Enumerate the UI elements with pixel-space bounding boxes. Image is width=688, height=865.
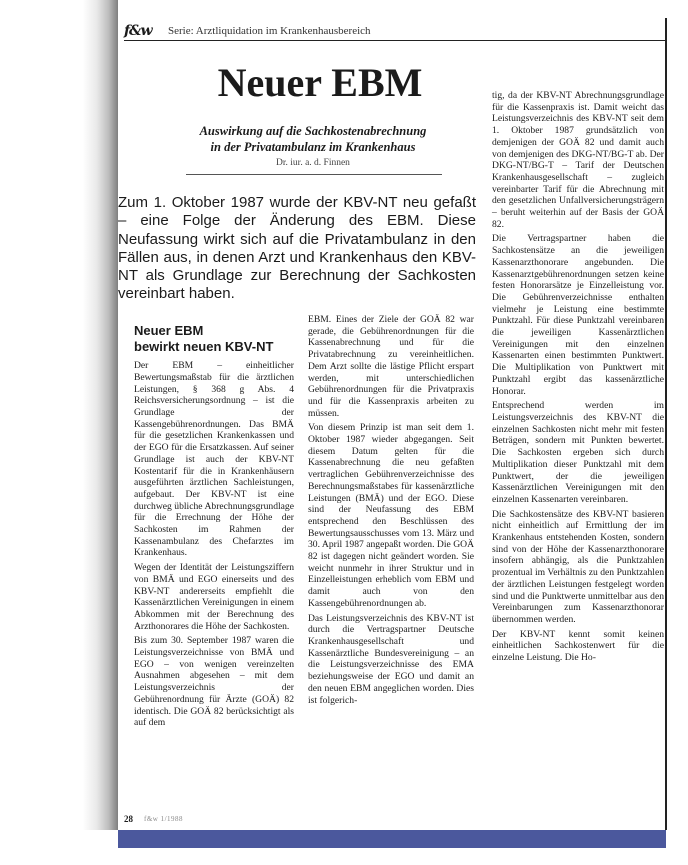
body-paragraph: Die Sachkostensätze des KBV-NT basieren nicht einheitlich auf Ermittlung der im Krankenhaus entstehenden Kosten, sondern sind von der Höhe der Kassenarzthonorare insofern abhängig, als die Punktzahlen prozentual im Verhältnis zu den Punktzahlen der ärztlichen Leistungen festgelegt worden sind und die Punktwerte unmittelbar aus den Vereinbarungen zum Kassenarzthonorar übernommen werden. [492, 508, 664, 625]
body-paragraph: Der EBM – einheitlicher Bewertungsmaßstab für die ärztlichen Leistungen, § 368 g Abs. 4 Reichsversicherungsordnung – ist die Grundlage der Kassengebührenordnungen. Das BMÄ für die gesetzlichen Krankenkassen und der EGO für die Ersatzkassen. Auf seiner Grundlage ist auch der KBV-NT Kostentarif für die in Krankenhäusern ausgeführten ärztlichen Sachleistungen, aufgebaut. Der KBV-NT ist eine durchweg übliche Abrechnungsgrundlage für die Errechnung der Höhe der Sachkosten im Rahmen der Kassenambulanz des Chefarztes im Krankenhaus. [134, 360, 294, 559]
text-column-right [492, 90, 664, 667]
document-page [118, 18, 666, 830]
section-heading [134, 323, 294, 354]
body-paragraph: Bis zum 30. September 1987 waren die Leistungsverzeichnisse von BMÄ und EGO – von wenigen vereinzelten Ausnahmen abgesehen – mit dem Leistungsverzeichnis der Gebührenordnung für Ärzte (GOÄ) 82 identisch. Die GOÄ 82 berücksichtigt als auf dem [134, 635, 294, 729]
article-subtitle [148, 124, 478, 155]
body-paragraph: EBM. Eines der Ziele der GOÄ 82 war gerade, die Gebührenordnungen für die Kassenabrechnung und für die Privatabrechnung zu vereinheitlichen. Dem Arzt sollte die lästige Pflicht erspart werden, mit unterschiedlichen Gebührenordnungen für die Privatpraxis und für die Kassenpraxis arbeiten zu müssen. [308, 314, 474, 419]
running-head [124, 22, 644, 40]
footer-journal-line: f&w 1/1988 [144, 815, 184, 823]
section-heading-line: Neuer EBM [134, 323, 204, 338]
subtitle-line: in der Privatambulanz im Krankenhaus [210, 139, 416, 154]
scan-bottom-band [118, 830, 666, 848]
header-rule [124, 40, 666, 41]
body-paragraph: Von diesem Prinzip ist man seit dem 1. Oktober 1987 wieder abgegangen. Seit diesem Datum gelten für die Kassenabrechnung die neu gefaßten vertraglichen Gebührenverzeichnisse des Berechnungsmaßstabes für kassenärztliche Leistungen (BMÄ) und der EGO. Diese sind der Neufassung des EBM entsprechend den Beschlüssen des Bewertungsausschusses vom 13. März und 30. April 1987 angepaßt worden. Die GOÄ 82 ist dagegen nicht geändert worden. Sie weicht nunmehr in ihrer Struktur und in Einzelleistungen erheblich vom EBM und damit auch von den Kassengebührenordnungen ab. [308, 422, 474, 609]
section-heading-line: bewirkt neuen KBV-NT [134, 338, 274, 354]
journal-logo: f&w [124, 23, 152, 39]
body-paragraph: tig, da der KBV-NT Abrechnungsgrundlage für die Kassenpraxis ist. Damit weicht das Leistungsverzeichnis des KBV-NT seit dem 1. Oktober 1987 grundsätzlich von demjenigen der GOÄ 82 und damit auch von demjenigen des DKG-NT/BG-T ab. Der DKG-NT/BG-T – Tarif der Deutschen Krankenhausgesellschaft – zugleich vereinbarter Tarif für die Abrechnung mit den gesetzlichen Unfallversicherungsträgern – beruht weiterhin auf der Basis der GOÄ 82. [492, 90, 664, 230]
series-title: Serie: Arztliquidation im Krankenhausbereich [168, 25, 371, 37]
subtitle-line: Auswirkung auf die Sachkostenabrechnung [199, 124, 427, 138]
body-paragraph: Entsprechend werden im Leistungsverzeichnis des KBV-NT die einzelnen Sachkosten nicht mehr mit festen Beträgen, sondern mit Punkten bewertet. Die Sachkosten ergeben sich durch Multiplikation dieser Punktzahl mit dem Punktwert, der die jeweiligen Kassenärztlichen Vereinigungen mit den einzelnen Kassenarten vereinbaren. [492, 400, 664, 505]
author-byline: Dr. iur. a. d. Finnen [276, 158, 350, 168]
body-paragraph: Wegen der Identität der Leistungsziffern von BMÄ und EGO einerseits und des KBV-NT andererseits empfiehlt die Kassenärztlichen Vereinigungen in einem Abkommen mit der Berechnung des Arzthonorares die Höhe der Sachkosten. [134, 562, 294, 632]
body-paragraph: Die Vertragspartner haben die Sachkostensätze an die jeweiligen Kassenarzthonorare angebunden. Die Kassenarztgebührenordnungen setzen keine festen Honorarsätze je Einzelleistung vor. Die Gebührenverzeichnisse enthalten vielmehr je Leistung eine bestimmte Punktzahl. Für diese Punktzahl vereinbaren die jeweiligen Kassenärztlichen Vereinigungen mit den einzelnen Kassenarten einen bestimmten Punktwert. Die Multiplikation von Punktwert mit Punktzahl ergibt das kassenärztliche Honorar. [492, 233, 664, 397]
scan-shadow-edge [0, 0, 118, 830]
page-footer [124, 814, 664, 826]
text-column-left [134, 323, 294, 732]
lead-paragraph: Zum 1. Oktober 1987 wurde der KBV-NT neu gefaßt – eine Folge der Änderung des EBM. Diese Neufassung wirkt sich auf die Privatambulanz in den Fällen aus, in denen Arzt und Krankenhaus den KBV-NT als Grundlage zur Berechnung der Sachkosten vereinbart haben. [118, 194, 476, 303]
page-number: 28 [124, 814, 133, 824]
byline-rule [186, 174, 442, 175]
text-column-middle [308, 314, 474, 709]
article-title: Neuer EBM [217, 60, 423, 105]
page-edge-rule [665, 18, 667, 830]
body-paragraph: Der KBV-NT kennt somit keinen einheitlichen Sachkostenwert für die einzelne Leistung. Die Ho- [492, 628, 664, 664]
body-paragraph: Das Leistungsverzeichnis des KBV-NT ist durch die Vertragspartner Deutsche Krankenhausgesellschaft und Kassenärztliche Bundesvereinigung – an die Leistungsverzeichnisse des EMA beziehungsweise der EGO und damit an den neuen EBM angeglichen worden. Dies ist folgerich- [308, 612, 474, 706]
